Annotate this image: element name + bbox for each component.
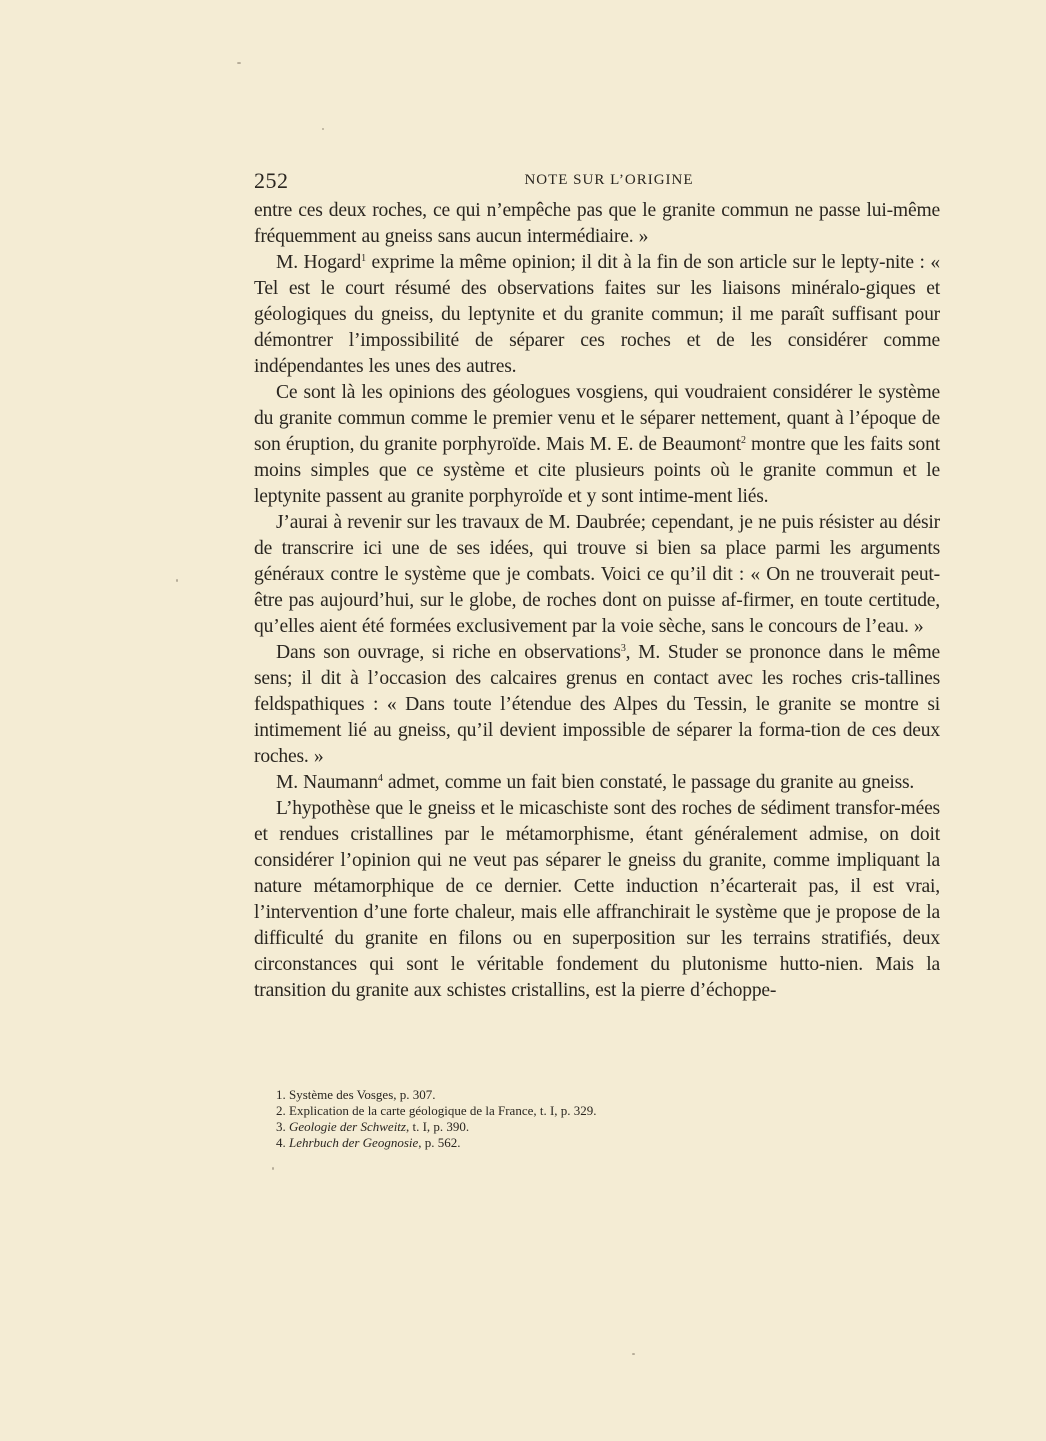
footnote [276,1135,876,1151]
footnote-number: 2. [276,1103,286,1118]
footnote-number: 3. [276,1119,286,1134]
paragraph [254,250,940,380]
running-title: NOTE SUR L’ORIGINE [524,172,694,188]
paragraph-text: , M. Studer se prononce dans le même sens; il dit à l’occasion des calcaires grenus en contact avec les roches cris-tallines feldspathiques : « Dans toute l’étendue des Alpes du Tessin, le granite se montre si intimement lié au gneiss, qu’il devient impossible de séparer la forma-tion de ces deux roches. » [254,642,940,767]
footnote-number: 4. [276,1135,286,1150]
footnote-number: 1. [276,1087,286,1102]
footnote [276,1087,876,1103]
paragraph-text: M. Naumann [276,772,378,793]
paragraph-text: L’hypothèse que le gneiss et le micaschiste sont des roches de sédiment transfor-mées et rendues cristallines par le métamorphisme, étant généralement admise, on doit considérer l’opinion qui ne veut pas séparer le gneiss du granite, comme impliquant la nature métamorphique de ce dernier. Cette induction n’écarterait pas, il est vrai, l’intervention d’une forte chaleur, mais elle affranchirait le système que je propose de la difficulté du granite en filons ou en superposition sur les terrains stratifiés, deux circonstances qui sont le véritable fondement du plutonisme hutto-nien. Mais la transition du granite aux schistes cristallins, est la pierre d’échoppe- [254,798,940,1001]
page-number: 252 [254,168,289,193]
paragraph [254,510,940,640]
paragraph [254,770,940,796]
footnote-text: Explication de la carte géologique de la France, t. I, p. 329. [289,1103,597,1118]
paper-speck [272,1167,274,1170]
footnote-ref: 2 [740,435,746,446]
paragraph [254,198,940,250]
paragraph-text: Dans son ouvrage, si riche en observations [276,642,621,663]
footnote-ref: 4 [377,773,383,784]
paragraph-text: entre ces deux roches, ce qui n’empêche pas que le granite commun ne passe lui-même fréquemment au gneiss sans aucun intermédiaire. » [254,200,940,247]
footnotes [276,1087,876,1151]
paper-speck [632,1353,635,1355]
paragraph [254,380,940,510]
body-text [254,198,940,1004]
paper-speck [176,579,178,582]
footnote-text: , p. 562. [418,1135,461,1150]
paper-speck [237,62,241,64]
footnote-ref: 3 [620,643,626,654]
paragraph-text: J’aurai à revenir sur les travaux de M. Daubrée; cependant, je ne puis résister au désir de transcrire ici une de ses idées, qui trouve si bien sa place parmi les arguments généraux contre le système que je combats. Voici ce qu’il dit : « On ne trouverait peut-être pas aujourd’hui, sur le globe, de roches dont on puisse af-firmer, en toute certitude, qu’elles aient été formées exclusivement par la voie sèche, sans le concours de l’eau. » [254,512,940,637]
paragraph [254,640,940,770]
footnote-title: Lehrbuch der Geognosie [289,1135,419,1150]
footnote [276,1103,876,1119]
paragraph-text: exprime la même opinion; il dit à la fin de son article sur le lepty-nite : « Tel est le court résumé des observations faites sur les liaisons minéralo-giques et géologiques du gneiss, du leptynite et du granite commun; il me paraît suffisant pour démontrer l’impossibilité de séparer ces roches et de les considérer comme indépendantes les unes des autres. [254,252,940,377]
footnote-text: , t. I, p. 390. [405,1119,470,1134]
paper-speck [322,128,324,130]
page-header [254,168,944,194]
paragraph-text: montre que les faits sont moins simples que ce système et cite plusieurs points où le granite commun et le leptynite passent au granite porphyroïde et y sont intime-ment liés. [254,434,940,507]
paragraph-text: M. Hogard [276,252,362,273]
footnote-text: Système des Vosges, p. 307. [289,1087,436,1102]
footnote-ref: 1 [361,253,366,264]
paragraph-text: Ce sont là les opinions des géologues vosgiens, qui voudraient considérer le système du granite commun comme le premier venu et le séparer nettement, quant à l’époque de son éruption, du granite porphyroïde. Mais M. E. de Beaumont [254,382,940,455]
paragraph-text: admet, comme un fait bien constaté, le passage du granite au gneiss. [382,772,915,793]
footnote [276,1119,876,1135]
paragraph [254,796,940,1004]
footnote-title: Geologie der Schweitz [289,1119,406,1134]
